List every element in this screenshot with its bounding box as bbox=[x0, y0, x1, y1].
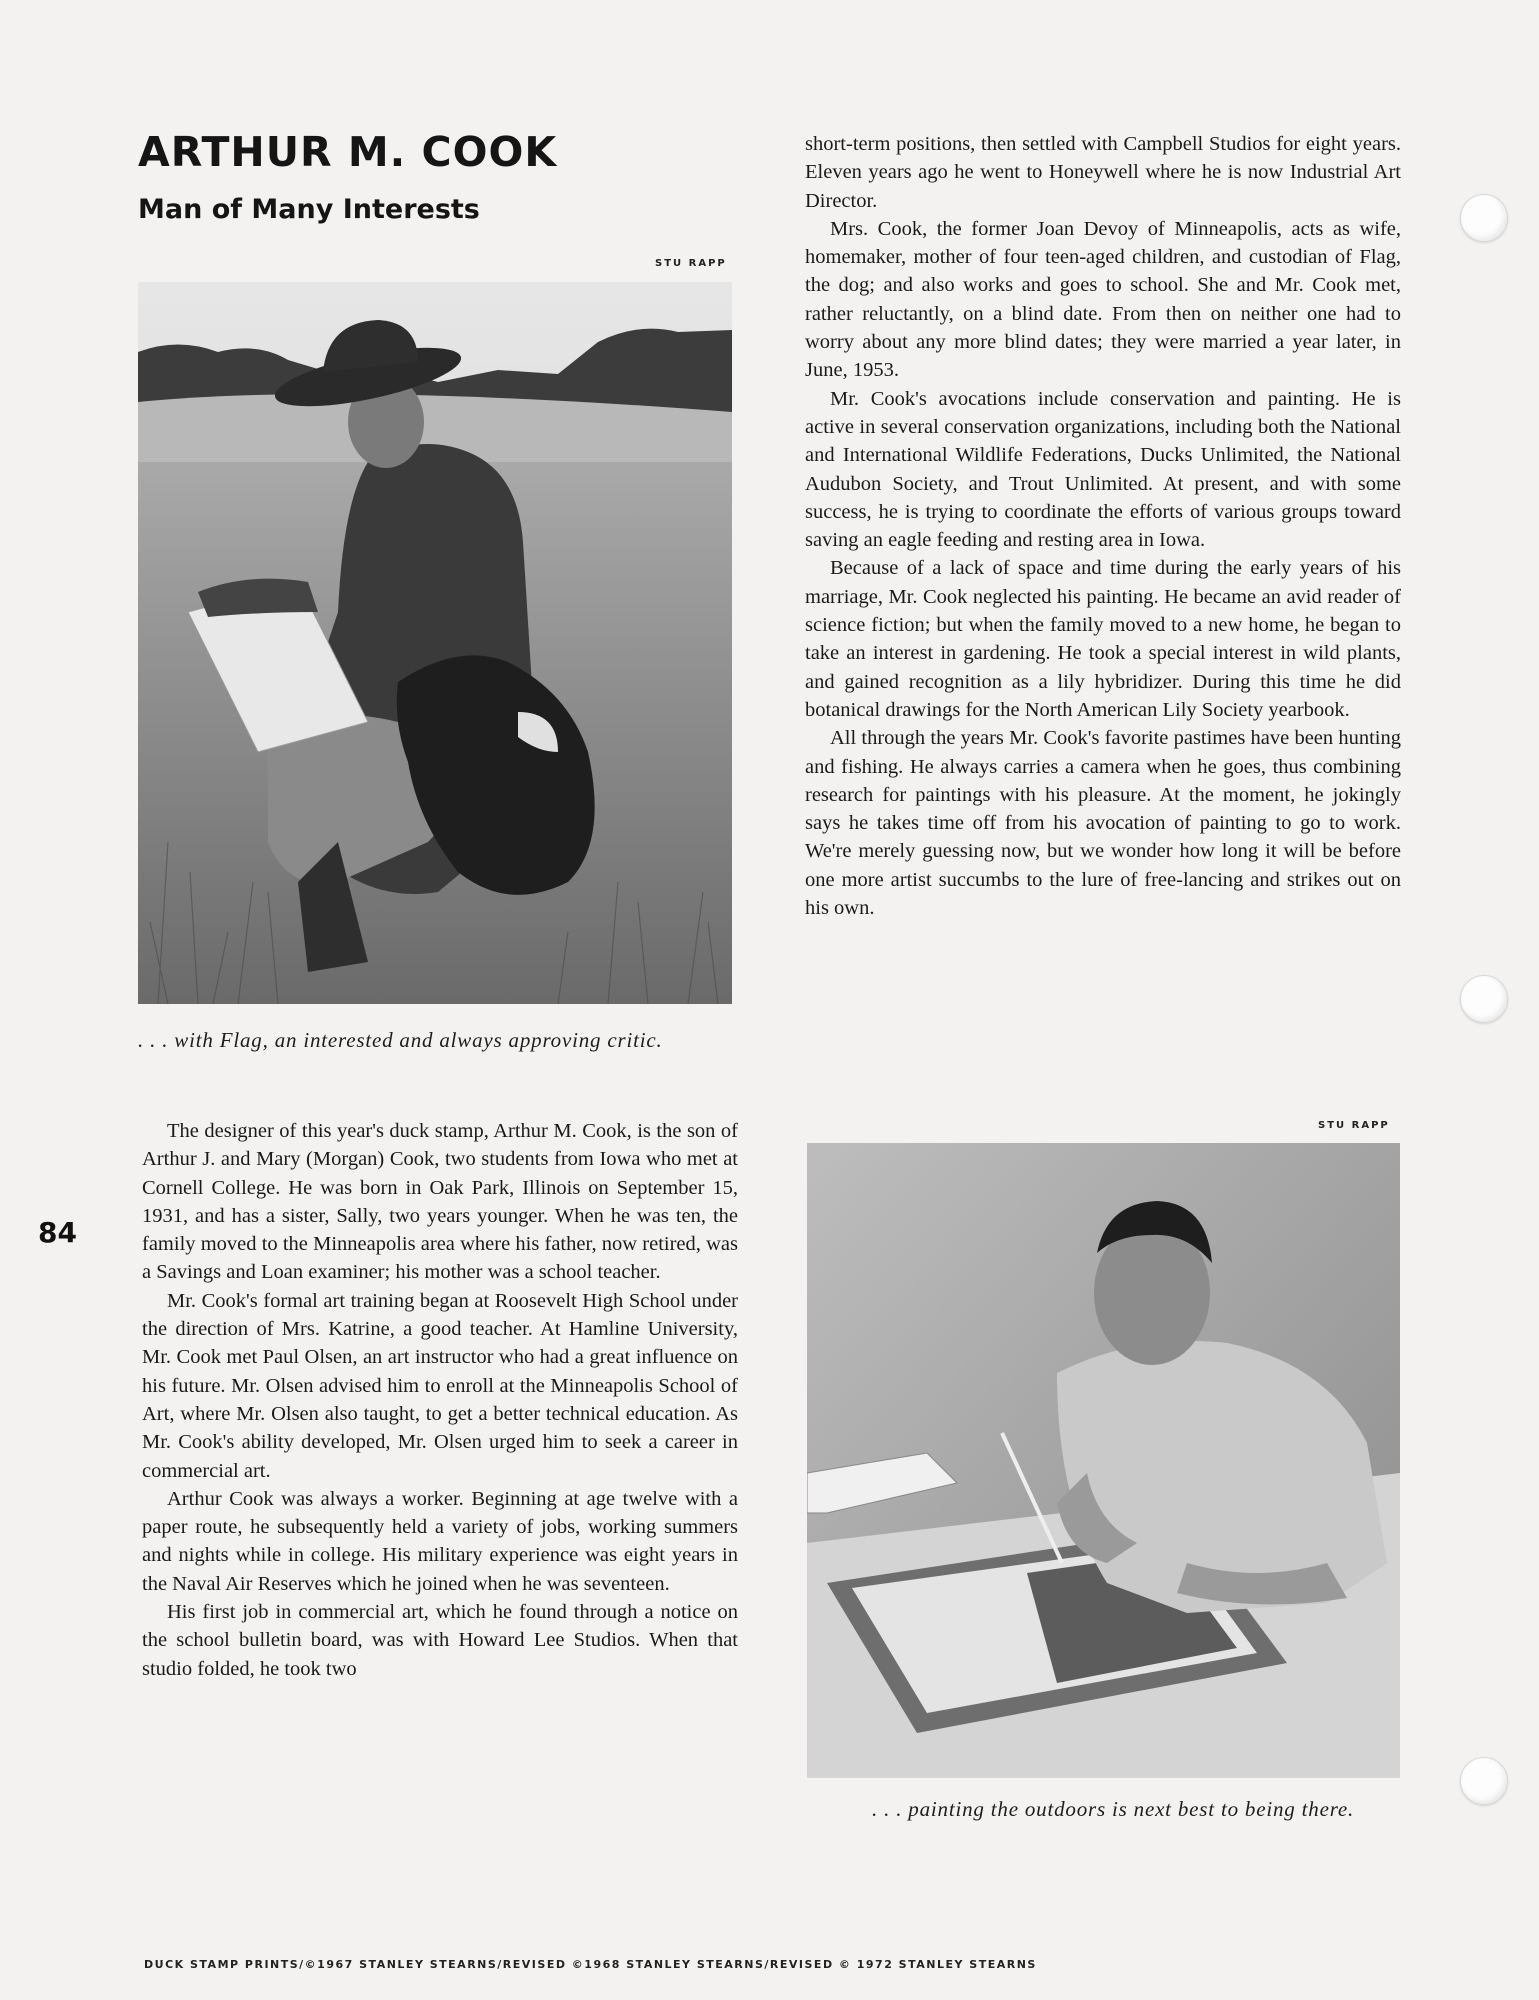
paragraph: short-term positions, then settled with Campbell Studios for eight years. Eleven years ago he went to Honeywell where he is now Industrial Art Director. bbox=[805, 133, 1401, 212]
paragraph: The designer of this year's duck stamp, Arthur M. Cook, is the son of Arthur J. and Mary (Morgan) Cook, two students from Iowa who met at Cornell College. He was born in Oak Park, Illinois on September 15, 1931, and has a sister, Sally, two years younger. When he was ten, the family moved to the Minneapolis area where his father, now retired, was a Savings and Loan examiner; his mother was a school teacher. bbox=[142, 1120, 738, 1284]
photo-credit: STU RAPP bbox=[655, 258, 727, 269]
paragraph: Because of a lack of space and time during the early years of his marriage, Mr. Cook neglected his painting. He became an avid reader of science fiction; but when the family moved to a new home, he began to take an interest in gardening. He took a special interest in wild plants, and gained recognition as a lily hybridizer. During this time he did botanical drawings for the North American Lily Society yearbook. bbox=[805, 557, 1401, 721]
paragraph: Mr. Cook's formal art training began at Roosevelt High School under the direction of Mrs. Katrine, a good teacher. At Hamline University, Mr. Cook met Paul Olsen, an art instructor who had a great influence on his future. Mr. Olsen advised him to enroll at the Minneapolis School of Art, where Mr. Olsen also taught, to get a better technical education. As Mr. Cook's ability developed, Mr. Olsen urged him to seek a career in commercial art. bbox=[142, 1289, 738, 1482]
paragraph: Arthur Cook was always a worker. Beginning at age twelve with a paper route, he subsequently held a variety of jobs, working summers and nights while in college. His military experience was eight years in the Naval Air Reserves which he joined when he was seventeen. bbox=[142, 1487, 738, 1595]
page-number: 84 bbox=[38, 1216, 77, 1249]
paragraph: Mr. Cook's avocations include conservation and painting. He is active in several conservation organizations, including both the National and International Wildlife Federations, Ducks Unlimited, the National Audubon Society, and Trout Unlimited. At present, and with some success, he is trying to coordinate the efforts of various groups toward saving an eagle feeding and resting area in Iowa. bbox=[805, 387, 1401, 552]
article-title: ARTHUR M. COOK bbox=[138, 128, 558, 176]
binder-hole bbox=[1460, 1757, 1508, 1805]
binder-hole bbox=[1460, 194, 1508, 242]
photo-caption: . . . painting the outdoors is next best to being there. bbox=[872, 1797, 1355, 1821]
article-subtitle: Man of Many Interests bbox=[138, 194, 480, 225]
photo-cook-painting bbox=[807, 1143, 1400, 1778]
copyright-footer: DUCK STAMP PRINTS/©1967 STANLEY STEARNS/REVISED ©1968 STANLEY STEARNS/REVISED © 1972 STANLEY STEARNS bbox=[144, 1958, 1037, 1971]
paragraph: All through the years Mr. Cook's favorite pastimes have been hunting and fishing. He always carries a camera when he goes, thus combining research for paintings with his pleasure. At the moment, he jokingly says he takes time off from his avocation of painting to go to work. We're merely guessing now, but we wonder how long it will be before one more artist succumbs to the lure of free-lancing and strikes out on his own. bbox=[805, 727, 1401, 920]
right-column bbox=[805, 130, 1401, 922]
photo-cook-with-dog bbox=[138, 282, 732, 1004]
paragraph: Mrs. Cook, the former Joan Devoy of Minneapolis, acts as wife, homemaker, mother of four teen-aged children, and custodian of Flag, the dog; and also works and goes to school. She and Mr. Cook met, rather reluctantly, on a blind date. From then on neither one had to worry about any more blind dates; they were married a year later, in June, 1953. bbox=[805, 217, 1401, 382]
photo-credit: STU RAPP bbox=[1318, 1120, 1390, 1131]
photo-caption: . . . with Flag, an interested and always approving critic. bbox=[138, 1028, 663, 1052]
binder-hole bbox=[1460, 975, 1508, 1023]
left-column bbox=[142, 1117, 738, 1683]
paragraph: His first job in commercial art, which he found through a notice on the school bulletin board, was with Howard Lee Studios. When that studio folded, he took two bbox=[142, 1601, 738, 1680]
